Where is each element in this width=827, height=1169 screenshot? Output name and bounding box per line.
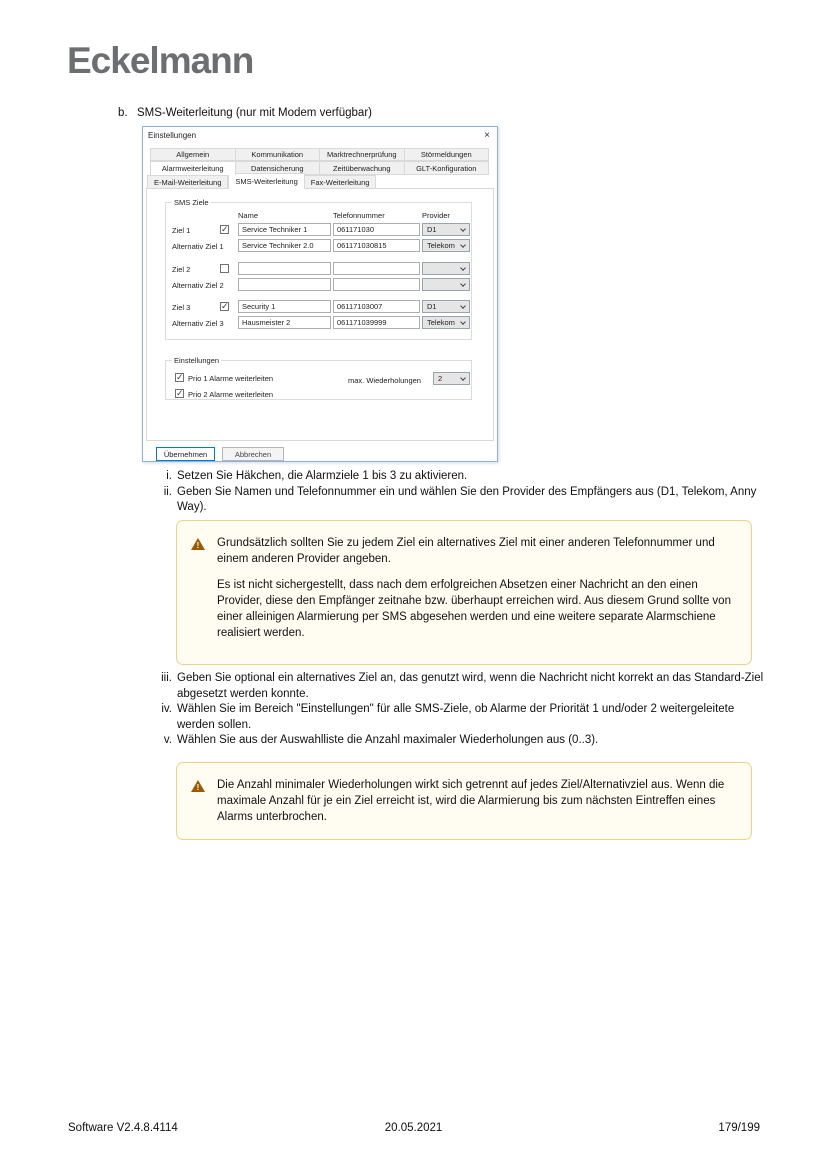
chevron-down-icon xyxy=(460,303,466,309)
altziel3-name-input[interactable] xyxy=(238,316,331,329)
heading-marker: b. xyxy=(118,107,128,119)
step-number: i. xyxy=(166,470,172,482)
column-header-telefonnummer: Telefonnummer xyxy=(333,211,385,220)
uebernehmen-button[interactable]: Übernehmen xyxy=(156,447,215,461)
row-label: Alternativ Ziel 1 xyxy=(172,242,224,251)
step-text: Wählen Sie im Bereich "Einstellungen" für alle SMS-Ziele, ob Alarme der Priorität 1 und/oder 2 weitergeleitete werden sollen. xyxy=(177,703,735,731)
chevron-down-icon xyxy=(460,281,466,287)
eckelmann-logo: Eckelmann xyxy=(67,40,254,81)
step-text: Wählen Sie aus der Auswahlliste die Anzahl maximaler Wiederholungen aus (0..3). xyxy=(177,734,599,746)
footer-version: Software V2.4.8.4114 xyxy=(68,1122,178,1134)
warning-box-2 xyxy=(176,762,752,840)
ziel3-provider-select[interactable] xyxy=(422,300,470,313)
dialog-title: Einstellungen xyxy=(148,131,197,140)
ziel2-phone-input[interactable] xyxy=(333,262,420,275)
step-text: Geben Sie Namen und Telefonnummer ein und wählen Sie den Provider des Empfängers aus (D1, Telekom, Anny Way). xyxy=(177,485,757,513)
warning-text xyxy=(217,777,739,825)
step-number: ii. xyxy=(163,485,172,498)
dialog-titlebar xyxy=(143,127,497,145)
subtab-sms-weiterleitung[interactable]: SMS-Weiterleitung xyxy=(228,173,304,189)
row-alternativ-ziel-2 xyxy=(166,278,471,291)
altziel1-phone-input[interactable] xyxy=(333,239,420,252)
step-i xyxy=(146,469,771,485)
prio1-label: Prio 1 Alarme weiterleiten xyxy=(188,374,274,383)
tab-alarmweiterleitung[interactable]: Alarmweiterleitung xyxy=(150,161,236,175)
step-text: Geben Sie optional ein alternatives Ziel an, das genutzt wird, wenn die Nachricht nicht korrekt an das Standard-Ziel abgesetzt werden konnte. xyxy=(177,672,764,700)
chevron-down-icon xyxy=(460,242,466,248)
step-iv xyxy=(146,702,771,733)
chevron-down-icon xyxy=(460,319,466,325)
max-wiederholungen-select[interactable] xyxy=(433,372,470,385)
column-header-provider: Provider xyxy=(422,211,450,220)
einstellungen-groupbox xyxy=(165,356,472,400)
subtab-fax-weiterleitung[interactable]: Fax-Weiterleitung xyxy=(305,175,377,189)
abbrechen-button[interactable]: Abbrechen xyxy=(222,447,284,461)
footer-date: 20.05.2021 xyxy=(384,1122,443,1134)
altziel1-provider-select[interactable] xyxy=(422,239,470,252)
step-number: v. xyxy=(163,734,172,746)
row-label: Ziel 1 xyxy=(172,226,191,235)
ziel3-phone-input[interactable] xyxy=(333,300,420,313)
provider-value: D1 xyxy=(427,302,437,311)
max-wiederholungen-value: 2 xyxy=(438,374,443,383)
ziel3-checkbox[interactable] xyxy=(220,302,229,311)
column-header-name: Name xyxy=(238,211,259,220)
row-label: Alternativ Ziel 3 xyxy=(172,319,224,328)
altziel2-name-input[interactable] xyxy=(238,278,331,291)
tab-zeitueberwachung[interactable]: Zeitüberwachung xyxy=(320,161,405,175)
steps-list-1 xyxy=(146,469,771,516)
subtab-email-weiterleitung[interactable]: E-Mail-Weiterleitung xyxy=(147,175,228,189)
ziel2-provider-select[interactable] xyxy=(422,262,470,275)
altziel2-phone-input[interactable] xyxy=(333,278,420,291)
prio2-label: Prio 2 Alarme weiterleiten xyxy=(188,390,274,399)
tab-stoermeldungen[interactable]: Störmeldungen xyxy=(405,148,490,161)
row-alternativ-ziel-3 xyxy=(166,316,471,329)
ziel2-checkbox[interactable] xyxy=(220,264,229,273)
row-alternativ-ziel-1 xyxy=(166,239,471,252)
chevron-down-icon xyxy=(460,265,466,271)
subtab-row xyxy=(147,175,376,189)
step-v xyxy=(146,733,771,749)
tab-kommunikation[interactable]: Kommunikation xyxy=(236,148,321,161)
ziel3-name-input[interactable] xyxy=(238,300,331,313)
chevron-down-icon xyxy=(460,226,466,232)
step-number: iv. xyxy=(161,703,172,715)
warning-text xyxy=(217,535,739,641)
prio2-row xyxy=(166,388,471,400)
provider-value: Telekom xyxy=(427,318,455,327)
row-label: Ziel 2 xyxy=(172,265,191,274)
row-ziel-1 xyxy=(166,223,471,236)
tab-allgemein[interactable]: Allgemein xyxy=(150,148,236,161)
sms-ziele-legend: SMS Ziele xyxy=(174,198,209,207)
ziel1-provider-select[interactable] xyxy=(422,223,470,236)
max-wiederholungen-label: max. Wiederholungen xyxy=(348,376,421,385)
row-ziel-3 xyxy=(166,300,471,313)
tab-pane xyxy=(146,188,494,441)
warning-paragraph: Grundsätzlich sollten Sie zu jedem Ziel ein alternatives Ziel mit einer anderen Telefonnummer und einem anderen Provider angeben. xyxy=(217,537,715,565)
tab-marktrechnerpruefung[interactable]: Marktrechnerprüfung xyxy=(320,148,405,161)
altziel3-provider-select[interactable] xyxy=(422,316,470,329)
warning-icon: ! xyxy=(191,780,205,792)
heading-text: SMS-Weiterleitung (nur mit Modem verfügbar) xyxy=(137,107,372,119)
altziel1-name-input[interactable] xyxy=(238,239,331,252)
tab-row-1 xyxy=(150,148,489,161)
ziel1-name-input[interactable] xyxy=(238,223,331,236)
ziel2-name-input[interactable] xyxy=(238,262,331,275)
dialog-button-bar xyxy=(143,447,497,463)
sms-ziele-groupbox xyxy=(165,198,472,340)
ziel1-checkbox[interactable] xyxy=(220,225,229,234)
prio1-checkbox[interactable] xyxy=(175,373,184,382)
close-icon[interactable]: × xyxy=(484,130,490,141)
warning-icon: ! xyxy=(191,538,205,550)
step-iii xyxy=(146,671,771,702)
einstellungen-dialog xyxy=(142,126,498,462)
provider-value: D1 xyxy=(427,225,437,234)
prio2-checkbox[interactable] xyxy=(175,389,184,398)
tab-glt-konfiguration[interactable]: GLT-Konfiguration xyxy=(405,161,490,175)
row-label: Ziel 3 xyxy=(172,303,191,312)
step-text: Setzen Sie Häkchen, die Alarmziele 1 bis 3 zu aktivieren. xyxy=(177,470,468,482)
footer-page-number: 179/199 xyxy=(718,1122,760,1134)
tab-datensicherung[interactable]: Datensicherung xyxy=(236,161,321,175)
row-ziel-2 xyxy=(166,262,471,275)
ziel1-phone-input[interactable] xyxy=(333,223,420,236)
prio1-row xyxy=(166,372,471,384)
step-number: iii. xyxy=(161,672,172,684)
warning-paragraph: Die Anzahl minimaler Wiederholungen wirkt sich getrennt auf jedes Ziel/Alternativziel aus. Wenn die maximale Anzahl für je ein Ziel erreicht ist, wird die Alarmierung bis zum nächsten Eintreffen eines Alarms unterbrochen. xyxy=(217,779,725,823)
einstellungen-legend: Einstellungen xyxy=(174,356,220,365)
warning-paragraph: Es ist nicht sichergestellt, dass nach dem erfolgreichen Absetzen einer Nachricht an den einen Provider, diese den Empfänger zeitnahe bzw. überhaupt erreichen wird. Aus diesem Grund sollte von einer alleinigen Alarmierung per SMS abgesehen werden und eine weitere separate Alarmschiene realisiert werden. xyxy=(217,579,731,639)
tab-row-2 xyxy=(150,161,489,175)
chevron-down-icon xyxy=(460,375,466,381)
steps-list-2 xyxy=(146,671,771,749)
step-ii xyxy=(146,485,771,516)
provider-value: Telekom xyxy=(427,241,455,250)
row-label: Alternativ Ziel 2 xyxy=(172,281,224,290)
altziel2-provider-select[interactable] xyxy=(422,278,470,291)
warning-box-1 xyxy=(176,520,752,665)
altziel3-phone-input[interactable] xyxy=(333,316,420,329)
